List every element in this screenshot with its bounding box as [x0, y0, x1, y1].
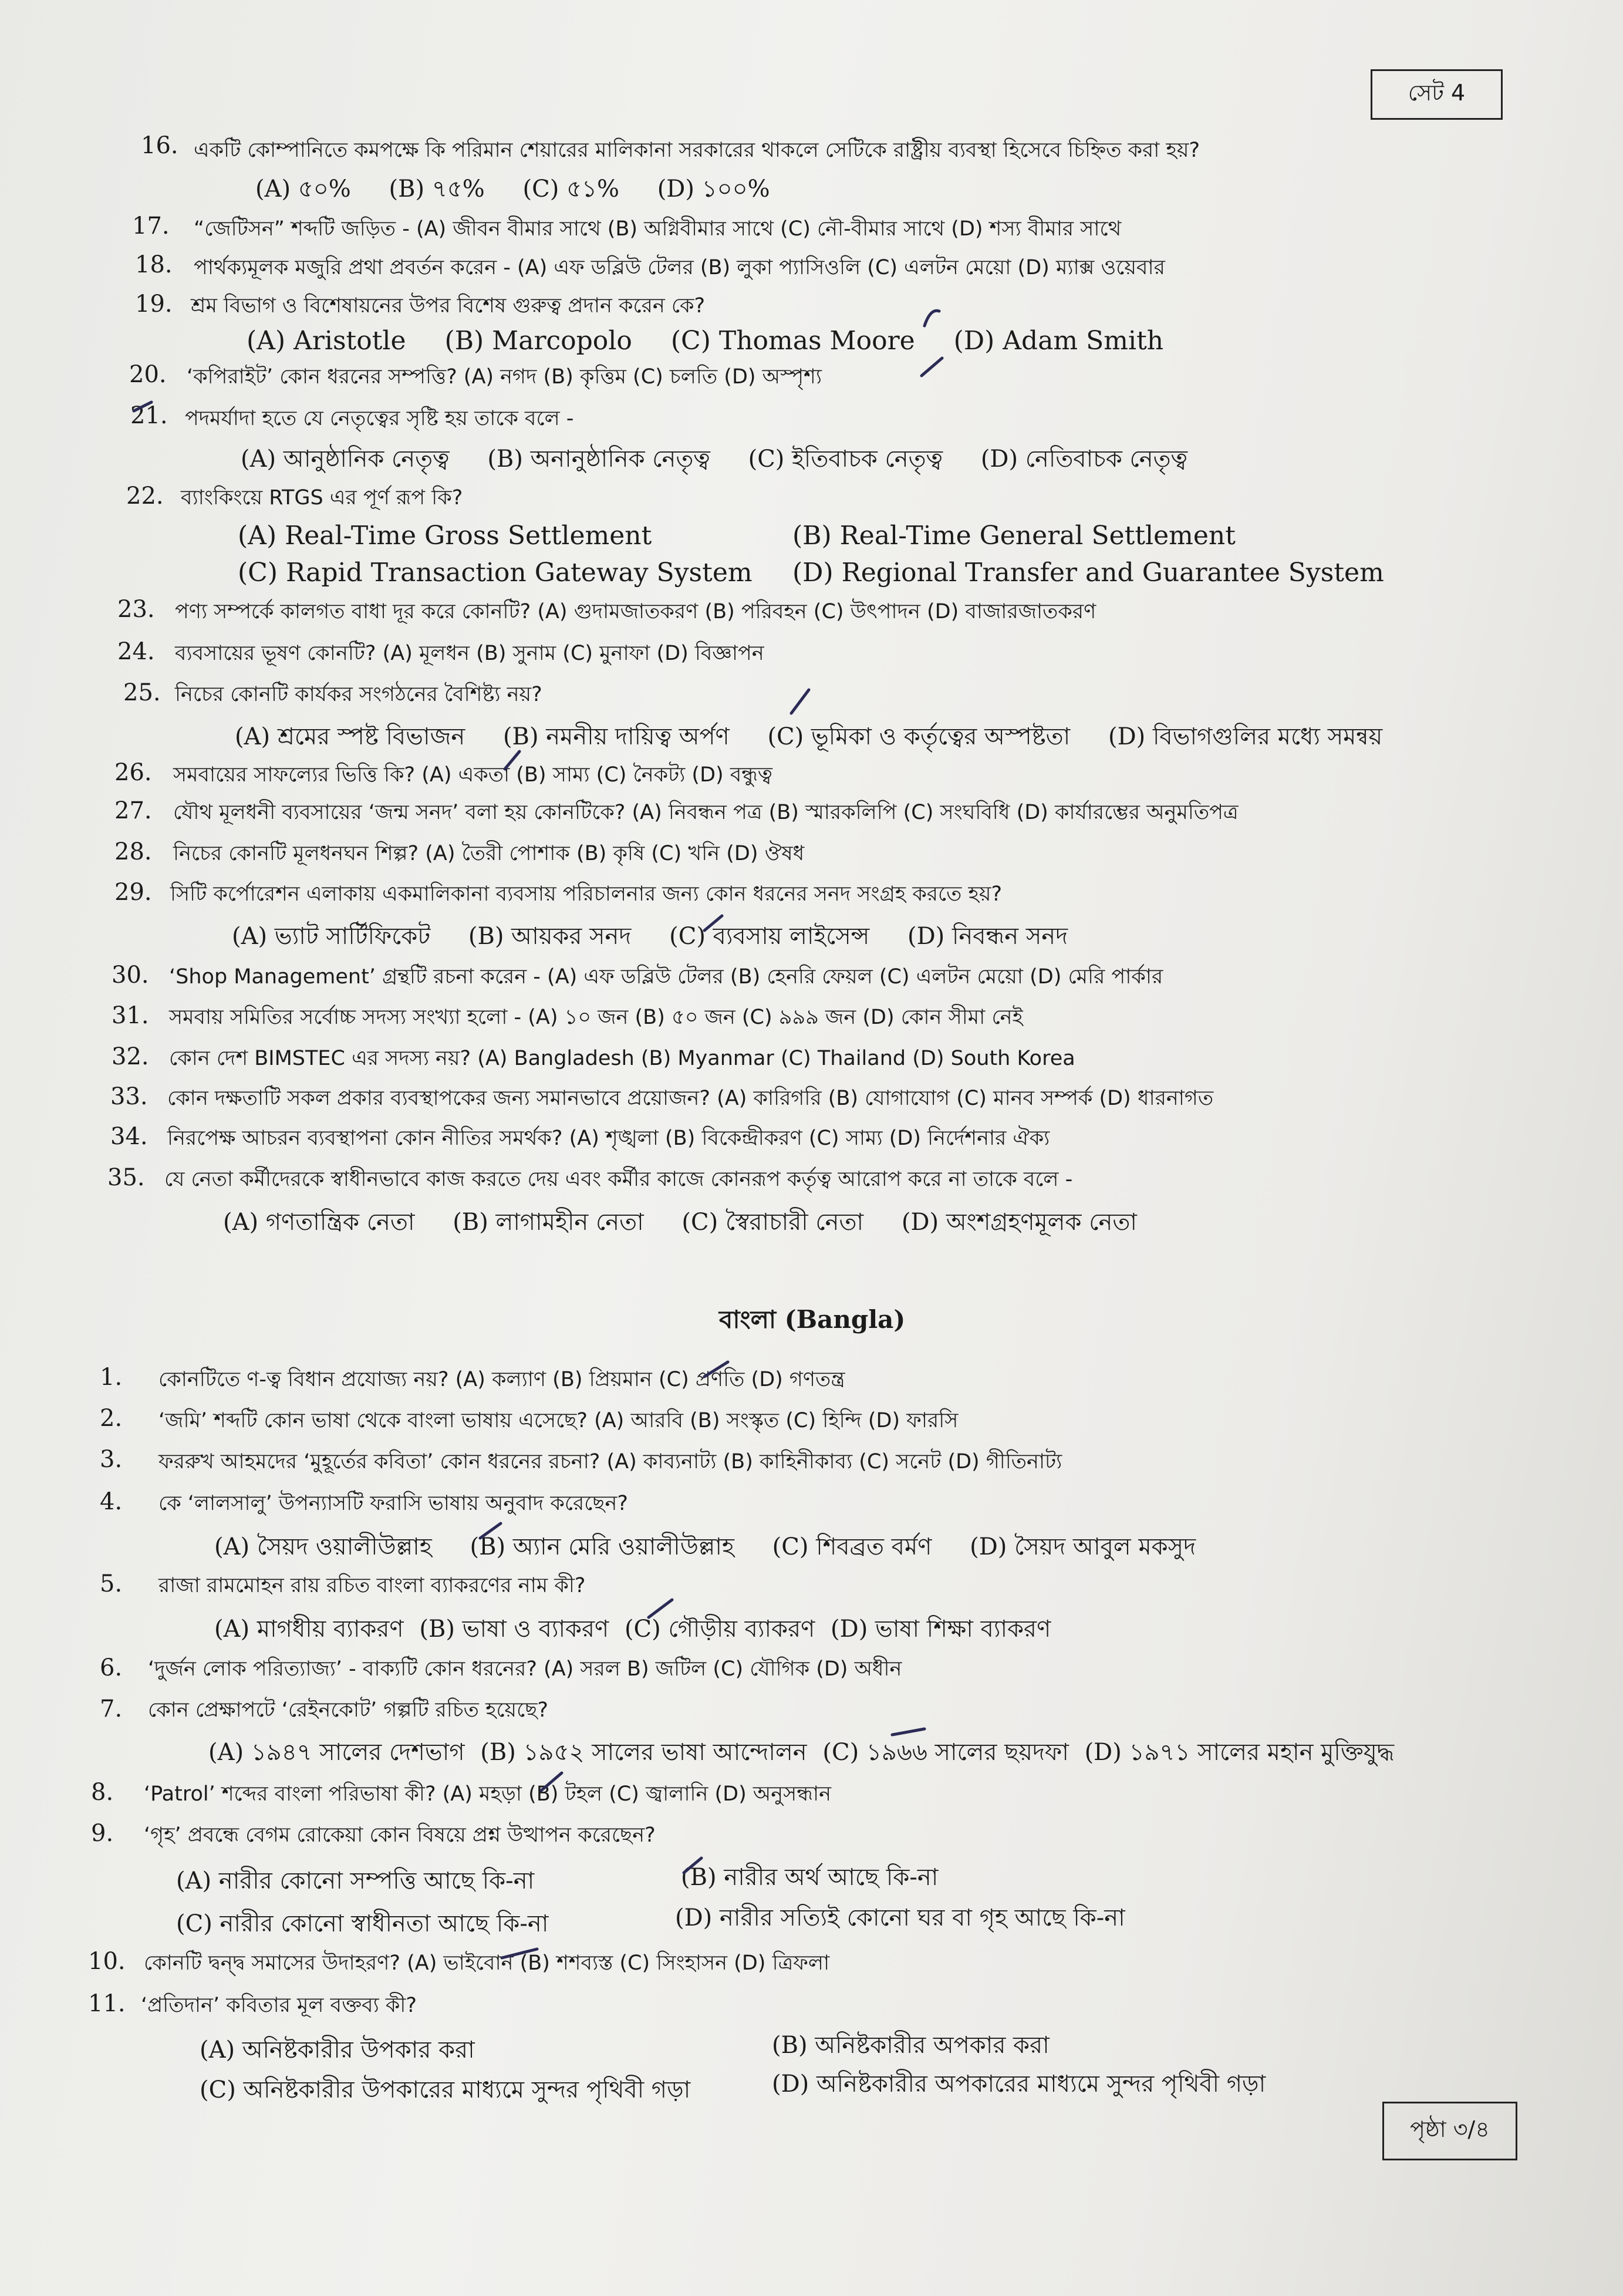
question-text: ‘Patrol’ শব্দের বাংলা পরিভাষা কী? (A) মহড়া (B) টহল (C) জ্বালানি (D) অনুসন্ধান: [144, 1782, 831, 1806]
page-number: পৃষ্ঠা ৩/৪: [1382, 2102, 1517, 2160]
question-number: 9.: [91, 1820, 114, 1847]
option: (A) সৈয়দ ওয়ালীউল্লাহ: [214, 1533, 432, 1560]
option: (B) আয়কর সনদ: [468, 923, 632, 950]
question-number: 10.: [88, 1948, 126, 1975]
option: (B) লাগামহীন নেতা: [453, 1209, 644, 1236]
option: (B) Real-Time General Settlement: [792, 521, 1236, 551]
question-number: 26.: [114, 759, 152, 786]
question-text: কোনটি দ্বন্দ্ব সমাসের উদাহরণ? (A) ভাইবোন (B) শশব্যস্ত (C) সিংহাসন (D) ত্রিফলা: [144, 1951, 830, 1975]
option: (A) ৫০%: [255, 176, 351, 203]
option: (A) Real-Time Gross Settlement: [238, 521, 652, 551]
question-text: ব্যবসায়ের ভূষণ কোনটি? (A) মূলধন (B) সুনাম (C) মুনাফা (D) বিজ্ঞাপন: [175, 642, 764, 665]
pen-mark: [505, 751, 519, 769]
option: (A) মাগধীয় ব্যাকরণ: [214, 1616, 404, 1643]
option: (D) Adam Smith: [953, 326, 1164, 356]
question-text: কোন প্রেক্ষাপটে ‘রেইনকোট’ গল্পটি রচিত হয়েছে?: [148, 1698, 548, 1722]
option: (D) ১৯৭১ সালের মহান মুক্তিযুদ্ধ: [1084, 1739, 1395, 1766]
question-number: 29.: [114, 879, 152, 906]
question-text: ‘দুর্জন লোক পরিত্যাজ্য’ - বাক্যটি কোন ধরনের? (A) সরল B) জটিল (C) যৌগিক (D) অধীন: [148, 1657, 902, 1681]
question-number: 7.: [100, 1695, 123, 1722]
question-number: 3.: [100, 1446, 123, 1473]
question-text: সমবায়ের সাফল্যের ভিত্তি কি? (A) একতা (B) সাম্য (C) নৈকট্য (D) বন্ধুত্ব: [173, 763, 772, 787]
question-text: ‘গৃহ’ প্রবন্ধে বেগম রোকেয়া কোন বিষয়ে প্রশ্ন উত্থাপন করেছেন?: [144, 1823, 656, 1847]
question-text: পার্থক্যমূলক মজুরি প্রথা প্রবর্তন করেন - (A) এফ ডব্লিউ টেলর (B) লুকা প্যাসিওলি (C) এলটন মেয়ো (D) ম্যাক্স ওয়েবার: [194, 256, 1165, 279]
question-number: 34.: [110, 1123, 148, 1150]
question-number: 21.: [130, 402, 168, 429]
option: (B) ১৯৫২ সালের ভাষা আন্দোলন: [480, 1739, 807, 1766]
question-text: পদমর্যাদা হতে যে নেতৃত্বের সৃষ্টি হয় তাকে বলে -: [185, 407, 574, 430]
option: (A) অনিষ্টকারীর উপকার করা: [200, 2037, 475, 2064]
pen-mark: [649, 1600, 672, 1617]
pen-mark: [684, 1858, 701, 1873]
pen-mark: [922, 358, 942, 376]
option: (C) ১৯৬৬ সালের ছয়দফা: [822, 1739, 1069, 1766]
question-text: শ্রম বিভাগ ও বিশেষায়নের উপর বিশেষ গুরুত্ব প্রদান করেন কে?: [191, 294, 706, 318]
question-text: ‘জমি’ শব্দটি কোন ভাষা থেকে বাংলা ভাষায় এসেছে? (A) আরবি (B) সংস্কৃত (C) হিন্দি (D) ফারসি: [158, 1409, 959, 1432]
question-number: 32.: [112, 1043, 149, 1070]
option: (C) গৌড়ীয় ব্যাকরণ: [624, 1616, 815, 1643]
option: (A) ভ্যাট সার্টিফিকেট: [232, 923, 431, 950]
question-number: 4.: [100, 1488, 123, 1515]
option: (C) ব্যবসায় লাইসেন্স: [669, 923, 870, 950]
option: (A) আনুষ্ঠানিক নেতৃত্ব: [241, 446, 450, 473]
option: (C) ৫১%: [522, 176, 619, 203]
question-text: ‘প্রতিদান’ কবিতার মূল বক্তব্য কী?: [141, 1994, 417, 2017]
pen-mark: [502, 1949, 537, 1958]
question-number: 22.: [126, 483, 164, 510]
question-number: 28.: [114, 838, 152, 865]
option: (C) Thomas Moore: [670, 326, 915, 356]
question-text: নিচের কোনটি কার্যকর সংগঠনের বৈশিষ্ট্য নয়?: [175, 683, 542, 706]
question-number: 30.: [112, 962, 149, 989]
question-text: যৌথ মূলধনী ব্যবসায়ের ‘জন্ম সনদ’ বলা হয় কোনটিকে? (A) নিবন্ধন পত্র (B) স্মারকলিপি (C) সংঘবিধি (D) কার্যারম্ভের অনুমতিপত্র: [173, 801, 1239, 824]
question-number: 35.: [107, 1164, 145, 1191]
pen-mark: [924, 311, 939, 326]
question-number: 1.: [100, 1364, 123, 1391]
question-text: কোন দেশ BIMSTEC এর সদস্য নয়? (A) Bangladesh (B) Myanmar (C) Thailand (D) South Korea: [169, 1047, 1075, 1070]
option: (C) Rapid Transaction Gateway System: [238, 558, 753, 588]
set-label: সেট 4: [1371, 69, 1503, 120]
option: (D) নেতিবাচক নেতৃত্ব: [980, 446, 1188, 473]
option: (C) ইতিবাচক নেতৃত্ব: [748, 446, 943, 473]
question-number: 5.: [100, 1570, 123, 1597]
question-text: ব্যাংকিংয়ে RTGS এর পূর্ণ রূপ কি?: [181, 486, 463, 510]
option: (B) অ্যান মেরি ওয়ালীউল্লাহ: [470, 1533, 734, 1560]
option: (B) ভাষা ও ব্যাকরণ: [419, 1616, 609, 1643]
question-text: যে নেতা কর্মীদেরকে স্বাধীনভাবে কাজ করতে দেয় এবং কর্মীর কাজে কোনরূপ কর্তৃত্ব আরোপ করে না তাকে বলে -: [164, 1168, 1073, 1191]
question-number: 27.: [114, 797, 152, 824]
question-text: ‘Shop Management’ গ্রন্থটি রচনা করেন - (A) এফ ডব্লিউ টেলর (B) হেনরি ফেয়ল (C) এলটন মেয়ো (D) মেরি পার্কার: [169, 965, 1163, 989]
option: (C) শিবব্রত বর্মণ: [772, 1533, 932, 1560]
question-text: একটি কোম্পানিতে কমপক্ষে কি পরিমান শেয়ারের মালিকানা সরকারের থাকলে সেটিকে রাষ্ট্রীয় ব্যবস্থা হিসেবে চিহ্নিত করা হয়?: [194, 139, 1200, 162]
option: (C) ভূমিকা ও কর্তৃত্বের অস্পষ্টতা: [767, 723, 1071, 750]
question-text: কে ‘লালসালু’ উপন্যাসটি ফরাসি ভাষায় অনুবাদ করেছেন?: [158, 1492, 628, 1515]
question-text: নিরপেক্ষ আচরন ব্যবস্থাপনা কোন নীতির সমর্থক? (A) শৃঙ্খলা (B) বিকেন্দ্রীকরণ (C) সাম্য (D) নির্দেশনার ঐক্য: [167, 1127, 1050, 1150]
question-text: পণ্য সম্পর্কে কালগত বাধা দূর করে কোনটি? (A) গুদামজাতকরণ (B) পরিবহন (C) উৎপাদন (D) বাজারজাতকরণ: [175, 600, 1096, 623]
option: (B) অনিষ্টকারীর অপকার করা: [772, 2032, 1050, 2059]
option: (D) অনিষ্টকারীর অপকারের মাধ্যমে সুন্দর পৃথিবী গড়া: [772, 2071, 1266, 2098]
option: (C) অনিষ্টকারীর উপকারের মাধ্যমে সুন্দর পৃথিবী গড়া: [200, 2076, 691, 2103]
question-text: “জেটিসন” শব্দটি জড়িত - (A) জীবন বীমার সাথে (B) অগ্নিবীমার সাথে (C) নৌ-বীমার সাথে (D) শস্য বীমার সাথে: [194, 217, 1122, 241]
option: (D) নিবন্ধন সনদ: [907, 923, 1068, 950]
option: (A) শ্রমের স্পষ্ট বিভাজন: [235, 723, 465, 750]
question-number: 24.: [117, 638, 155, 665]
question-number: 2.: [100, 1405, 123, 1432]
question-text: ফররুখ আহমদের ‘মুহূর্তের কবিতা’ কোন ধরনের রচনা? (A) কাব্যনাট্য (B) কাহিনীকাব্য (C) সনেট (D) গীতিনাট্য: [158, 1450, 1062, 1474]
option: (D) ভাষা শিক্ষা ব্যাকরণ: [831, 1616, 1051, 1643]
option: (B) নারীর অর্থ আছে কি-না: [681, 1864, 939, 1891]
option: (B) নমনীয় দায়িত্ব অর্পণ: [502, 723, 730, 750]
question-number: 19.: [135, 291, 173, 318]
question-text: রাজা রামমোহন রায় রচিত বাংলা ব্যাকরণের নাম কী?: [158, 1574, 586, 1597]
pen-mark: [704, 1362, 728, 1377]
question-text: ‘কপিরাইট’ কোন ধরনের সম্পত্তি? (A) নগদ (B) কৃত্তিম (C) চলতি (D) অস্পৃশ্য: [187, 365, 822, 389]
option: (B) ৭৫%: [389, 176, 485, 203]
option: (A) গণতান্ত্রিক নেতা: [223, 1209, 415, 1236]
question-text: সিটি কর্পোরেশন এলাকায় একমালিকানা ব্যবসায় পরিচালনার জন্য কোন ধরনের সনদ সংগ্রহ করতে হয়?: [170, 882, 1003, 906]
question-number: 16.: [141, 132, 178, 159]
question-number: 18.: [135, 251, 173, 278]
option: (D) বিভাগগুলির মধ্যে সমন্বয়: [1108, 723, 1383, 750]
pen-mark: [541, 1773, 562, 1791]
question-number: 8.: [91, 1779, 114, 1806]
question-text: সমবায় সমিতির সর্বোচ্চ সদস্য সংখ্যা হলো - (A) ১০ জন (B) ৫০ জন (C) ৯৯৯ জন (D) কোন সীমা নেই: [169, 1006, 1023, 1029]
option: (C) স্বৈরাচারী নেতা: [681, 1209, 864, 1236]
question-number: 25.: [123, 679, 161, 706]
option: (B) Marcopolo: [444, 326, 632, 356]
section-heading: বাংলা (Bangla): [719, 1305, 906, 1334]
pen-mark: [704, 916, 722, 930]
question-number: 23.: [117, 596, 155, 623]
question-number: 31.: [112, 1002, 149, 1029]
pen-mark: [134, 402, 151, 411]
question-number: 6.: [100, 1654, 123, 1681]
question-text: নিচের কোনটি মূলধনঘন শিল্প? (A) তৈরী পোশাক (B) কৃষি (C) খনি (D) ঔষধ: [173, 842, 805, 865]
pen-mark: [892, 1729, 924, 1735]
option: (D) সৈয়দ আবুল মকসুদ: [970, 1533, 1196, 1560]
option: (D) অংশগ্রহণমূলক নেতা: [901, 1209, 1137, 1236]
option: (A) ১৯৪৭ সালের দেশভাগ: [208, 1739, 465, 1766]
option: (B) অনানুষ্ঠানিক নেতৃত্ব: [487, 446, 710, 473]
option: (A) নারীর কোনো সম্পত্তি আছে কি-না: [176, 1867, 535, 1894]
option: (A) Aristotle: [247, 326, 406, 356]
question-number: 11.: [88, 1990, 126, 2017]
option: (D) Regional Transfer and Guarantee System: [792, 558, 1384, 588]
question-number: 33.: [110, 1083, 148, 1110]
option: (C) নারীর কোনো স্বাধীনতা আছে কি-না: [176, 1910, 549, 1937]
question-number: 20.: [129, 361, 167, 388]
question-text: কোন দক্ষতাটি সকল প্রকার ব্যবস্থাপকের জন্য সমানভাবে প্রয়োজন? (A) কারিগরি (B) যোগাযোগ (C) মানব সম্পর্ক (D) ধারনাগত: [167, 1087, 1214, 1110]
question-text: কোনটিতে ণ-ত্ব বিধান প্রযোজ্য নয়? (A) কল্যাণ (B) প্রিয়মান (C) প্রণতি (D) গণতন্ত্র: [158, 1368, 845, 1391]
pen-mark: [480, 1523, 501, 1538]
option: (D) নারীর সত্যিই কোনো ঘর বা গৃহ আছে কি-না: [675, 1904, 1125, 1931]
option: (D) ১০০%: [657, 176, 770, 203]
pen-mark: [791, 690, 809, 713]
question-number: 17.: [132, 213, 170, 240]
